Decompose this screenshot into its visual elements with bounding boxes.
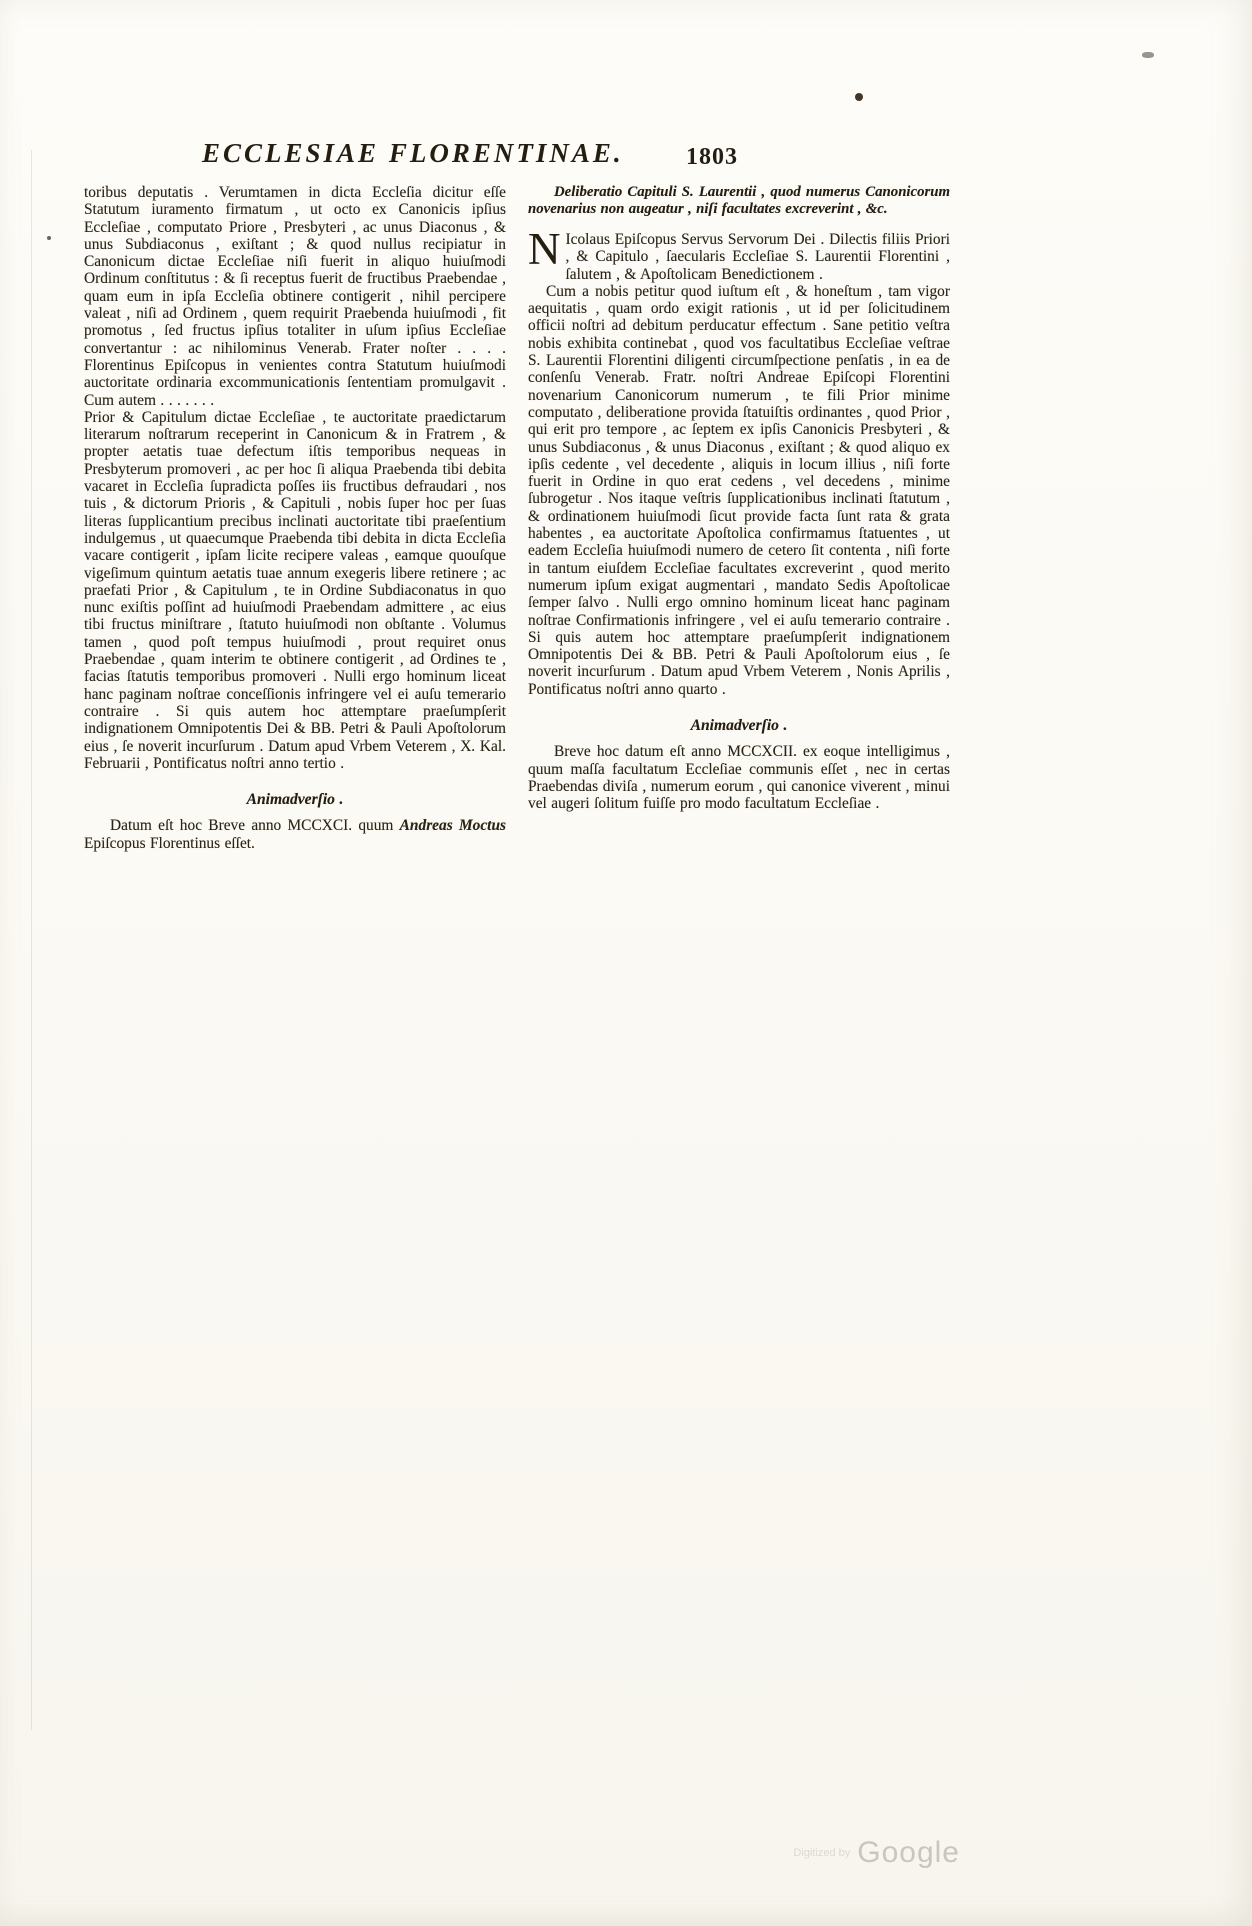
right-animadversio-note: Breve hoc datum eſt anno MCCXCII. ex eoque intelligimus , quum maſſa facultatum Eccleſiae communis eſſet , nec in certas Praebendas diviſa , numerum eorum , qui canonice viverent , minui vel augeri ſolitum fuiſſe pro modo facultatum Eccleſiae . — [528, 743, 950, 813]
watermark-prefix-text: Digitized by — [793, 1847, 851, 1859]
drop-cap-initial: N — [528, 224, 561, 274]
scan-artifact-dot — [47, 236, 51, 240]
scan-artifact-mark — [1142, 52, 1154, 58]
page-fold-line — [31, 150, 32, 1730]
left-animadversio-note — [84, 817, 506, 852]
left-paragraph-1: toribus deputatis . Verumtamen in dicta Eccleſia dicitur eſſe Statutum iuramento firmatum , ut octo ex Canonicis ipſius Eccleſiae , computato Priore , Presbyteri , ac unus Diaconus , & unus Subdiaconus , exiſtant ; & quod nullus recipiatur in Canonicum dictae Eccleſiae niſi fuerit in aliquo huiuſmodi Ordinum conſtitutus : & ſi receptus fuerit de fructibus Praebendae , quam eum in ipſa Eccleſia obtinere contigerit , nihil percipere valeat , niſi ad Ordinem , quem requirit Praebenda huiuſmodi , fit promotus , ſed fructus ipſius totaliter in uſum ipſius Eccleſiae convertantur : ac nihilominus Venerab. Frater noſter . . . . Florentinus Epiſcopus in venientes contra Statutum huiuſmodi auctoritate ordinaria excommunicationis ſententiam promulgavit . Cum autem . . . . . . . — [84, 184, 506, 409]
bull-body-paragraph: Cum a nobis petitur quod iuſtum eſt , & honeſtum , tam vigor aequitatis , quam ordo exigit rationis , ut id per ſolicitudinem officii noſtri ad debitum perducatur effectum . Sane petitio veſtra nobis exhibita continebat , quod vos facultatibus Eccleſiae veſtrae S. Laurentii Florentini diligenti circumſpectione penſatis , in ea de conſenſu Venerab. Fratr. noſtri Andreae Epiſcopi Florentini novenarium Canonicorum numerum , te fili Prior minime computato , deliberatione provida ſtatuiſtis ordinantes , quod Prior , qui erit pro tempore , ac ſeptem ex ipſis Canonicis Presbyteri , & unus Subdiaconus , & unus Diaconus , exiſtant ; & quod aliquo ex ipſis cedente , vel decedente , aliquis in locum illius , niſi forte fuerit in Ordine in quo erat cedens , vel decedens , minime ſubrogetur . Nos itaque veſtris ſupplicationibus inclinati ſtatutum , & ordinationem huiuſmodi ſicut provide facta ſunt rata & grata habentes , ea auctoritate Apoſtolica confirmamus ſtatuentes , ut eadem Eccleſia huiuſmodi numero de cetero ſit contenta , niſi forte in tantum eiuſdem Eccleſiae facultates excreverint , quod merito numerum ipſum exigat augmentari , mandato Sedis Apoſtolicae ſemper ſalvo . Nulli ergo omnino hominum liceat hanc paginam noſtrae Confirmationis infringere , vel ei auſu temerario contraire . Si quis autem hoc attemptare praeſumpſerit indignationem Omnipotentis Dei & BB. Petri & Pauli Apoſtolorum eius , ſe noverit incurſurum . Datum apud Vrbem Veterem , Nonis Aprilis , Pontificatus noſtri anno quarto . — [528, 282, 950, 698]
note-text-after: Epiſcopus Florentinus eſſet. — [84, 834, 255, 852]
running-title: ECCLESIAE FLORENTINAE. — [202, 138, 624, 168]
note-text-before: Datum eſt hoc Breve anno MCCXCI. quum — [110, 817, 400, 835]
left-animadversio-heading: Animadverſio . — [246, 791, 344, 809]
deliberatio-heading: Deliberatio Capituli S. Laurentii , quod numerus Canonicorum novenarius non augeatur , niſi facultates excreverint , &c. — [528, 184, 950, 217]
page-number: 1803 — [686, 144, 738, 170]
scan-artifact-speck — [855, 93, 863, 101]
salutation-paragraph — [528, 224, 950, 283]
right-text-column — [528, 184, 950, 813]
google-watermark-logo: Google — [857, 1836, 960, 1869]
left-paragraph-2: Prior & Capitulum dictae Eccleſiae , te auctoritate praedictarum literarum noſtrarum receperint in Canonicum & in Fratrem , & propter aetatis tuae defectum iſtis temporibus nequeas in Presbyterum promoveri , ac per hoc ſi aliqua Praebenda tibi debita vacaret in Eccleſia ſupradicta poſſes iis fructibus defraudari , nos tuis , & dictorum Prioris , & Capituli , nobis ſuper hoc per ſuas literas ſupplicantium precibus inclinati auctoritate tibi praeſentium indulgemus , ut quaecumque Praebenda tibi debita in dicta Eccleſia vacare contigerit , ipſam licite recipere valeas , eamque quouſque vigeſimum quintum aetatis tuae annum exegeris libere retinere ; ac praefati Prior , & Capitulum , te in Ordine Subdiaconatus in quo nunc exiſtis poſſint ad huiuſmodi Praebendam admittere , ac eius tibi fructus miniſtrare , ſtatuto huiuſmodi non obſtante . Volumus tamen , quod poſt tempus huiuſmodi , prout requiret onus Praebendae , quam interim te obtinere contigerit , ad Ordines te , facias ſtatutis temporibus promoveri . Nulli ergo hominum liceat hanc paginam noſtrae conceſſionis infringere vel ei auſu temerario contraire . Si quis autem hoc attemptare praeſumpſerit indignationem Omnipotentis Dei & BB. Petri & Pauli Apoſtolorum eius , ſe noverit incurſurum . Datum apud Vrbem Veterem , X. Kal. Februarii , Pontificatus noſtri anno tertio . — [84, 408, 506, 772]
left-text-column — [84, 184, 506, 852]
digitized-watermark — [700, 1836, 960, 1870]
salutation-text: Icolaus Epiſcopus Servus Servorum Dei . Dilectis filiis Priori , & Capitulo , ſaecularis Eccleſiae S. Laurentii Florentini , ſalutem , & Apoſtolicam Benedictionem . — [565, 231, 950, 283]
right-animadversio-heading: Animadverſio . — [690, 717, 788, 735]
bishop-name: Andreas Moctus — [399, 817, 507, 835]
